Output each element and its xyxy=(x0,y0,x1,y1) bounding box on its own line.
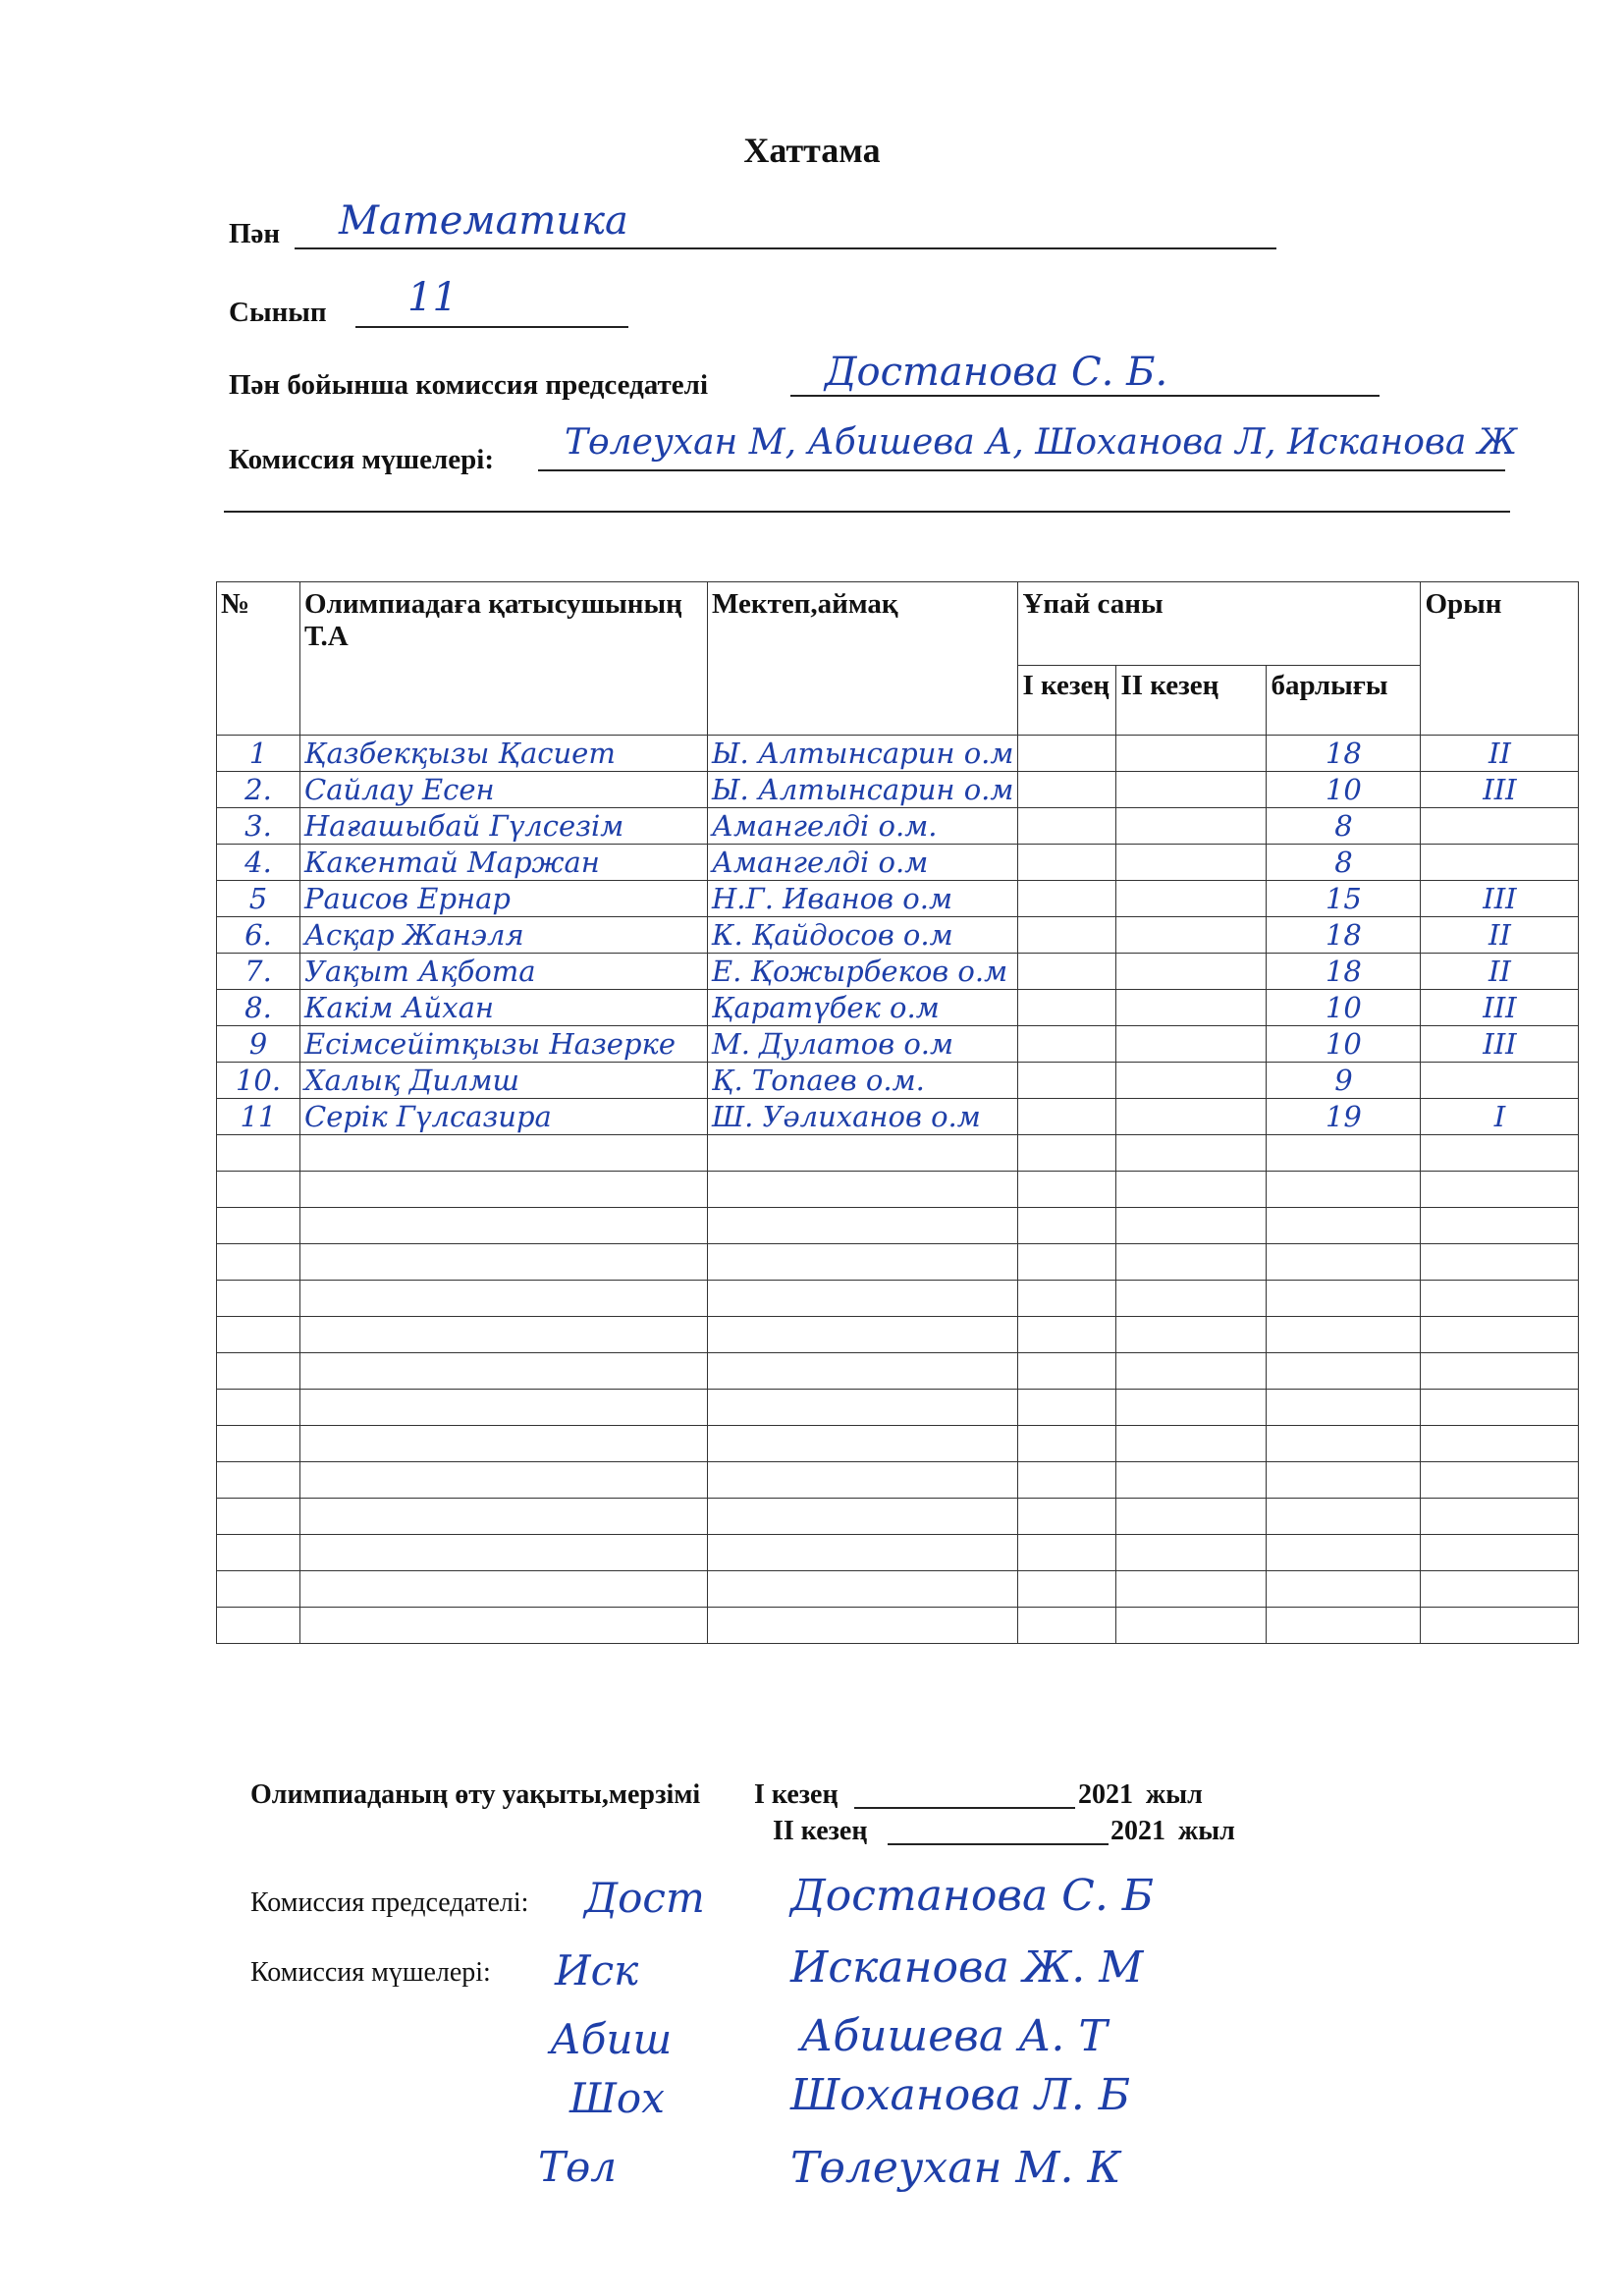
table-row xyxy=(217,990,1579,1026)
cell-stage2 xyxy=(1116,917,1267,954)
cell-num xyxy=(217,1172,300,1208)
header-school: Мектеп,аймақ xyxy=(708,582,1018,736)
cell-num xyxy=(217,1426,300,1462)
cell-total xyxy=(1267,1535,1421,1571)
cell-name: Какім Айхан xyxy=(300,990,708,1026)
cell-num xyxy=(217,1390,300,1426)
cell-stage2 xyxy=(1116,1353,1267,1390)
cell-stage1 xyxy=(1018,990,1116,1026)
cell-school xyxy=(708,1571,1018,1608)
year1: 2021 xyxy=(1078,1779,1133,1810)
cell-place: III xyxy=(1421,881,1579,917)
cell-stage2 xyxy=(1116,990,1267,1026)
subject-label: Пән xyxy=(229,218,281,249)
cell-stage1 xyxy=(1018,772,1116,808)
table-row xyxy=(217,736,1579,772)
cell-num xyxy=(217,1608,300,1644)
cell-num xyxy=(217,1499,300,1535)
cell-total: 15 xyxy=(1267,881,1421,917)
cell-place xyxy=(1421,1390,1579,1426)
table-row xyxy=(217,772,1579,808)
cell-school: Ы. Алтынсарин о.м xyxy=(708,772,1018,808)
member-initial-1: Иск xyxy=(555,1946,639,1995)
cell-stage2 xyxy=(1116,1535,1267,1571)
year2-suffix: жыл xyxy=(1178,1816,1235,1846)
cell-total: 10 xyxy=(1267,990,1421,1026)
member-signature-2: Абишева А. Т xyxy=(800,2011,1108,2061)
cell-name: Какентай Маржан xyxy=(300,845,708,881)
cell-name: Серік Гүлсазира xyxy=(300,1099,708,1135)
chair-initial-signature: Дост xyxy=(584,1874,705,1922)
cell-num xyxy=(217,1353,300,1390)
table-row xyxy=(217,1026,1579,1063)
cell-name xyxy=(300,1317,708,1353)
cell-stage2 xyxy=(1116,1099,1267,1135)
cell-stage1 xyxy=(1018,1244,1116,1281)
cell-name: Нағашыбай Гүлсезім xyxy=(300,808,708,845)
table-row xyxy=(217,1462,1579,1499)
cell-school xyxy=(708,1462,1018,1499)
cell-total xyxy=(1267,1353,1421,1390)
cell-school xyxy=(708,1390,1018,1426)
cell-stage2 xyxy=(1116,1026,1267,1063)
cell-school: Ш. Уәлиханов о.м xyxy=(708,1099,1018,1135)
cell-total xyxy=(1267,1244,1421,1281)
cell-stage1 xyxy=(1018,1499,1116,1535)
cell-school: Амангелді о.м. xyxy=(708,808,1018,845)
header-place: Орын xyxy=(1421,582,1579,736)
table-row xyxy=(217,1172,1579,1208)
cell-name xyxy=(300,1462,708,1499)
cell-num xyxy=(217,1462,300,1499)
cell-num xyxy=(217,1281,300,1317)
cell-num xyxy=(217,1135,300,1172)
cell-name xyxy=(300,1135,708,1172)
cell-school: Қ. Топаев о.м. xyxy=(708,1063,1018,1099)
cell-stage1 xyxy=(1018,1608,1116,1644)
cell-total: 18 xyxy=(1267,954,1421,990)
header-num: № xyxy=(217,582,300,736)
cell-name: Уақыт Ақбота xyxy=(300,954,708,990)
cell-total: 10 xyxy=(1267,1026,1421,1063)
cell-school xyxy=(708,1172,1018,1208)
cell-school xyxy=(708,1135,1018,1172)
cell-school xyxy=(708,1208,1018,1244)
cell-school: Амангелді о.м xyxy=(708,845,1018,881)
grade-value: 11 xyxy=(407,275,458,320)
cell-name: Сайлау Есен xyxy=(300,772,708,808)
cell-total xyxy=(1267,1390,1421,1426)
dates-label: Олимпиаданың өту уақыты,мерзімі xyxy=(250,1779,701,1810)
cell-stage2 xyxy=(1116,881,1267,917)
table-row xyxy=(217,1390,1579,1426)
cell-name xyxy=(300,1208,708,1244)
cell-place xyxy=(1421,1063,1579,1099)
cell-total xyxy=(1267,1281,1421,1317)
cell-total: 19 xyxy=(1267,1099,1421,1135)
cell-name xyxy=(300,1499,708,1535)
table-row xyxy=(217,954,1579,990)
cell-stage1 xyxy=(1018,1026,1116,1063)
cell-name xyxy=(300,1390,708,1426)
cell-school: К. Қайдосов о.м xyxy=(708,917,1018,954)
cell-place: III xyxy=(1421,990,1579,1026)
cell-stage1 xyxy=(1018,1462,1116,1499)
cell-name: Есімсейітқызы Назерке xyxy=(300,1026,708,1063)
cell-stage1 xyxy=(1018,917,1116,954)
table-row xyxy=(217,1353,1579,1390)
cell-num xyxy=(217,1571,300,1608)
cell-num: 4. xyxy=(217,845,300,881)
table-row xyxy=(217,881,1579,917)
cell-total: 10 xyxy=(1267,772,1421,808)
cell-place xyxy=(1421,1535,1579,1571)
members-sign-label: Комиссия мүшелері: xyxy=(250,1957,491,1988)
cell-place xyxy=(1421,1608,1579,1644)
cell-stage2 xyxy=(1116,1135,1267,1172)
cell-stage2 xyxy=(1116,954,1267,990)
cell-place xyxy=(1421,1281,1579,1317)
cell-stage1 xyxy=(1018,881,1116,917)
member-signature-3: Шоханова Л. Б xyxy=(790,2070,1131,2120)
members-label: Комиссия мүшелері: xyxy=(229,444,494,475)
cell-stage1 xyxy=(1018,1099,1116,1135)
cell-total xyxy=(1267,1499,1421,1535)
cell-stage2 xyxy=(1116,736,1267,772)
cell-total: 18 xyxy=(1267,736,1421,772)
header-stage2: II кезең xyxy=(1116,666,1267,736)
table-row xyxy=(217,808,1579,845)
table-row xyxy=(217,1208,1579,1244)
cell-stage1 xyxy=(1018,736,1116,772)
cell-place xyxy=(1421,1353,1579,1390)
cell-place xyxy=(1421,1317,1579,1353)
cell-school xyxy=(708,1353,1018,1390)
cell-num xyxy=(217,1317,300,1353)
member-initial-4: Төл xyxy=(538,2143,618,2191)
cell-stage1 xyxy=(1018,1281,1116,1317)
table-row xyxy=(217,917,1579,954)
table-row xyxy=(217,1571,1579,1608)
member-initial-3: Шох xyxy=(569,2074,665,2122)
member-signature-4: Төлеухан М. К xyxy=(790,2143,1121,2193)
cell-total: 8 xyxy=(1267,808,1421,845)
cell-num: 9 xyxy=(217,1026,300,1063)
cell-place: I xyxy=(1421,1099,1579,1135)
cell-name: Қазбекқызы Қасиет xyxy=(300,736,708,772)
cell-stage1 xyxy=(1018,1135,1116,1172)
cell-stage2 xyxy=(1116,1608,1267,1644)
cell-school xyxy=(708,1499,1018,1535)
cell-school: Н.Г. Иванов о.м xyxy=(708,881,1018,917)
cell-num: 3. xyxy=(217,808,300,845)
cell-stage1 xyxy=(1018,1571,1116,1608)
cell-name xyxy=(300,1426,708,1462)
members-underline xyxy=(538,469,1505,471)
cell-num xyxy=(217,1535,300,1571)
cell-total xyxy=(1267,1571,1421,1608)
cell-num: 8. xyxy=(217,990,300,1026)
cell-school xyxy=(708,1608,1018,1644)
cell-stage2 xyxy=(1116,845,1267,881)
header-stage1: I кезең xyxy=(1018,666,1116,736)
header-points: Ұпай саны xyxy=(1018,582,1421,666)
cell-stage1 xyxy=(1018,1063,1116,1099)
table-row xyxy=(217,1535,1579,1571)
cell-total: 18 xyxy=(1267,917,1421,954)
table-row xyxy=(217,1426,1579,1462)
grade-label: Сынып xyxy=(229,297,327,328)
cell-school: Е. Қожырбеков о.м xyxy=(708,954,1018,990)
dates-stage2-label: II кезең xyxy=(773,1816,868,1846)
cell-stage2 xyxy=(1116,808,1267,845)
cell-stage2 xyxy=(1116,1317,1267,1353)
table-row xyxy=(217,1281,1579,1317)
cell-stage2 xyxy=(1116,1281,1267,1317)
cell-name xyxy=(300,1608,708,1644)
cell-place: III xyxy=(1421,772,1579,808)
table-row xyxy=(217,1317,1579,1353)
table-row xyxy=(217,845,1579,881)
cell-num: 1 xyxy=(217,736,300,772)
cell-name xyxy=(300,1244,708,1281)
cell-stage2 xyxy=(1116,1390,1267,1426)
table-row xyxy=(217,1608,1579,1644)
chair-label: Пән бойынша комиссия председателі xyxy=(229,369,709,401)
cell-school xyxy=(708,1244,1018,1281)
cell-school: Ы. Алтынсарин о.м xyxy=(708,736,1018,772)
cell-place xyxy=(1421,1462,1579,1499)
subject-underline xyxy=(295,247,1276,249)
cell-stage1 xyxy=(1018,1317,1116,1353)
page-title: Хаттама xyxy=(743,131,881,170)
cell-stage1 xyxy=(1018,1426,1116,1462)
cell-name: Халық Дилмш xyxy=(300,1063,708,1099)
cell-stage2 xyxy=(1116,1208,1267,1244)
cell-num: 2. xyxy=(217,772,300,808)
cell-place: II xyxy=(1421,954,1579,990)
cell-num: 11 xyxy=(217,1099,300,1135)
cell-place xyxy=(1421,1172,1579,1208)
chair-value: Достанова С. Б. xyxy=(825,350,1168,395)
cell-num: 7. xyxy=(217,954,300,990)
cell-total xyxy=(1267,1208,1421,1244)
cell-stage2 xyxy=(1116,772,1267,808)
cell-place xyxy=(1421,845,1579,881)
cell-name xyxy=(300,1172,708,1208)
cell-name xyxy=(300,1535,708,1571)
cell-total xyxy=(1267,1608,1421,1644)
cell-place xyxy=(1421,1135,1579,1172)
cell-stage2 xyxy=(1116,1571,1267,1608)
cell-name xyxy=(300,1353,708,1390)
cell-stage2 xyxy=(1116,1063,1267,1099)
cell-place xyxy=(1421,1499,1579,1535)
cell-school xyxy=(708,1281,1018,1317)
table-row xyxy=(217,1244,1579,1281)
cell-place xyxy=(1421,1208,1579,1244)
cell-name: Раисов Ернар xyxy=(300,881,708,917)
cell-place: III xyxy=(1421,1026,1579,1063)
table-header-row xyxy=(217,582,1579,666)
cell-school: М. Дулатов о.м xyxy=(708,1026,1018,1063)
table-row xyxy=(217,1499,1579,1535)
cell-total xyxy=(1267,1135,1421,1172)
cell-school: Қаратүбек о.м xyxy=(708,990,1018,1026)
results-table xyxy=(216,581,1579,1644)
member-initial-2: Абиш xyxy=(550,2015,673,2063)
cell-place: II xyxy=(1421,736,1579,772)
cell-total: 8 xyxy=(1267,845,1421,881)
cell-stage1 xyxy=(1018,1390,1116,1426)
cell-stage1 xyxy=(1018,1208,1116,1244)
cell-stage1 xyxy=(1018,954,1116,990)
table-row xyxy=(217,1135,1579,1172)
cell-stage2 xyxy=(1116,1499,1267,1535)
cell-stage1 xyxy=(1018,808,1116,845)
chair-signature: Достанова С. Б xyxy=(790,1871,1155,1921)
stage2-underline xyxy=(888,1843,1109,1845)
cell-stage1 xyxy=(1018,1535,1116,1571)
cell-stage1 xyxy=(1018,845,1116,881)
cell-school xyxy=(708,1535,1018,1571)
stage1-underline xyxy=(854,1807,1075,1809)
subject-value: Математика xyxy=(339,198,628,244)
cell-num xyxy=(217,1208,300,1244)
member-signature-1: Исканова Ж. М xyxy=(790,1942,1144,1993)
cell-stage2 xyxy=(1116,1244,1267,1281)
cell-stage1 xyxy=(1018,1353,1116,1390)
cell-school xyxy=(708,1426,1018,1462)
cell-num: 5 xyxy=(217,881,300,917)
cell-place xyxy=(1421,1244,1579,1281)
members-underline-2 xyxy=(224,511,1510,513)
cell-place xyxy=(1421,1571,1579,1608)
members-value: Төлеухан М, Абишева А, Шоханова Л, Исканова Ж xyxy=(565,422,1518,463)
cell-stage2 xyxy=(1116,1172,1267,1208)
cell-place xyxy=(1421,1426,1579,1462)
cell-num: 6. xyxy=(217,917,300,954)
cell-total xyxy=(1267,1317,1421,1353)
table-row xyxy=(217,1063,1579,1099)
header-name: Олимпиадаға қатысушының Т.А xyxy=(300,582,708,736)
cell-name: Асқар Жанэля xyxy=(300,917,708,954)
cell-school xyxy=(708,1317,1018,1353)
cell-stage2 xyxy=(1116,1462,1267,1499)
cell-stage2 xyxy=(1116,1426,1267,1462)
cell-total: 9 xyxy=(1267,1063,1421,1099)
cell-name xyxy=(300,1281,708,1317)
cell-name xyxy=(300,1571,708,1608)
cell-stage1 xyxy=(1018,1172,1116,1208)
grade-underline xyxy=(355,326,628,328)
cell-num: 10. xyxy=(217,1063,300,1099)
chair-sign-label: Комиссия председателі: xyxy=(250,1887,529,1918)
year1-suffix: жыл xyxy=(1146,1779,1203,1810)
table-row xyxy=(217,1099,1579,1135)
cell-place: II xyxy=(1421,917,1579,954)
chair-underline xyxy=(790,395,1380,397)
cell-total xyxy=(1267,1462,1421,1499)
dates-stage1-label: I кезең xyxy=(754,1779,839,1810)
cell-place xyxy=(1421,808,1579,845)
cell-num xyxy=(217,1244,300,1281)
cell-total xyxy=(1267,1426,1421,1462)
year2: 2021 xyxy=(1110,1816,1165,1846)
cell-total xyxy=(1267,1172,1421,1208)
header-total: барлығы xyxy=(1267,666,1421,736)
